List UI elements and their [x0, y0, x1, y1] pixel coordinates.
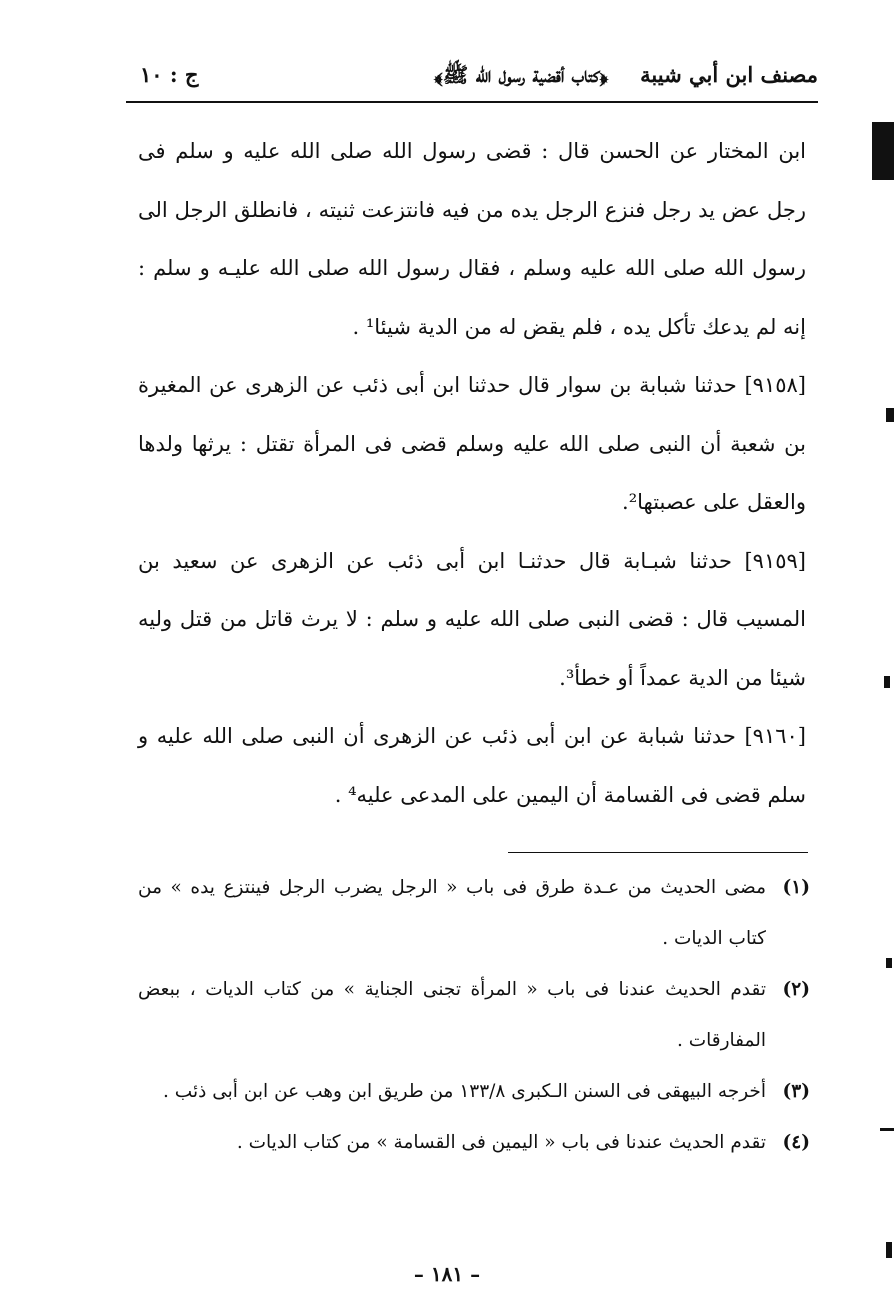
- footnote-4: [138, 1117, 810, 1168]
- scan-edge-mark: [886, 408, 894, 422]
- footnote-3: [138, 1066, 810, 1117]
- footnote-rule: [508, 852, 808, 853]
- footnote-number: (٣): [782, 1081, 810, 1102]
- footnote-number: (١): [782, 877, 810, 898]
- footnote-text: مضى الحديث من عـدة طرق فى باب « الرجل يضرب الرجل فينتزع يده » من كتاب الديات .: [138, 877, 766, 949]
- scan-edge-mark: [872, 122, 894, 180]
- book-title: مصنف ابن أبي شيبة: [640, 62, 818, 87]
- hadith-9160: [٩١٦٠] حدثنا شبابة عن ابن أبى ذئب عن الزهرى أن النبى صلى الله عليه و سلم قضى فى القسامة أن اليمين على المدعى عليه⁴ .: [138, 724, 806, 807]
- page-number: – ١٨١ –: [413, 1262, 481, 1286]
- footnote-text: أخرجه البيهقى فى السنن الـكبرى ١٣٣/٨ من طريق ابن وهب عن ابن أبى ذئب .: [163, 1081, 766, 1102]
- paragraph-continuation: ابن المختار عن الحسن قال : قضى رسول الله صلى الله عليه و سلم فى رجل عض يد رجل فنزع الرجل يده من فيه فانتزعت ثنيته ، فانطلق الرجل الى رسول الله صلى الله عليه وسلم ، فقال رسول الله صلى الله عليـه و سلم : إنه لم يدعك تأكل يده ، فلم يقض له من الدية شيئا¹ .: [138, 139, 806, 339]
- header-rule: [126, 101, 818, 103]
- scan-edge-mark: [884, 676, 890, 688]
- scan-edge-mark: [880, 1128, 894, 1131]
- running-header: [128, 52, 818, 98]
- volume-number: ج : ١٠: [140, 62, 199, 87]
- footnote-1: [138, 862, 810, 964]
- hadith-9158: [٩١٥٨] حدثنا شبابة بن سوار قال حدثنا ابن أبى ذئب عن الزهرى عن المغيرة بن شعبة أن النبى صلى الله عليه وسلم قضى فى المرأة تقتل : يرثها ولدها والعقل على عصبتها².: [138, 373, 806, 514]
- scan-edge-mark: [886, 958, 892, 968]
- footnote-2: [138, 964, 810, 1066]
- hadith-9159: [٩١٥٩] حدثنا شبـابة قال حدثنـا ابن أبى ذئب عن الزهرى عن سعيد بن المسيب قال : قضى النبى صلى الله عليه و سلم : لا يرث قاتل من قتل وليه شيئا من الدية عمداً أو خطأ³.: [138, 548, 806, 690]
- main-text: [138, 122, 806, 824]
- scan-edge-mark: [886, 1242, 892, 1258]
- footnote-text: تقدم الحديث عندنا فى باب « المرأة تجنى الجناية » من كتاب الديات ، ببعض المفارقات .: [138, 979, 766, 1051]
- footnote-number: (٢): [782, 979, 810, 1000]
- chapter-title: ﴿كتاب أقضية رسول الله ﷺ﴾: [434, 62, 608, 87]
- footnotes: [138, 862, 810, 1168]
- footnote-number: (٤): [782, 1132, 810, 1153]
- footnote-text: تقدم الحديث عندنا فى باب « اليمين فى القسامة » من كتاب الديات .: [236, 1132, 766, 1153]
